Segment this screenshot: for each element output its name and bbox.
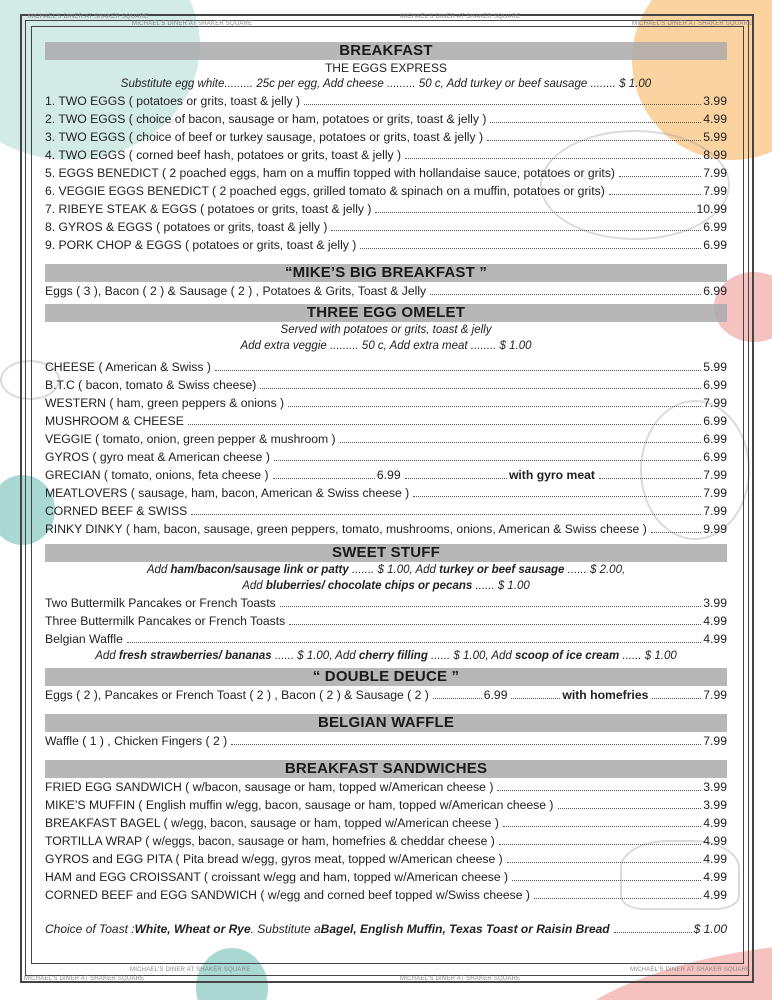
leader-dots [304, 104, 701, 105]
leader-dots [499, 844, 701, 845]
leader-dots [127, 642, 701, 643]
item-name: MEATLOVERS ( sausage, ham, bacon, American & Swiss cheese ) [45, 486, 410, 500]
leader-dots [651, 532, 702, 533]
leader-dots [614, 932, 692, 933]
section-note [45, 578, 727, 594]
menu-item [45, 832, 727, 850]
item-name: GRECIAN ( tomato, onions, feta cheese ) [45, 468, 269, 482]
item-name: CHEESE ( American & Swiss ) [45, 360, 211, 374]
item-price: 4.99 [703, 852, 727, 866]
menu-item [45, 282, 727, 300]
menu-item [45, 412, 727, 430]
item-name: MUSHROOM & CHEESE [45, 414, 184, 428]
menu-item [45, 182, 727, 200]
section-header-breakfast: BREAKFAST [45, 42, 727, 60]
item-option-label: with gyro meat [508, 468, 595, 482]
item-price: 4.99 [703, 614, 727, 628]
menu-item [45, 796, 727, 814]
leader-dots [558, 808, 702, 809]
item-name: VEGGIE ( tomato, onion, green pepper & mushroom ) [45, 432, 336, 446]
item-option-price: 7.99 [703, 468, 728, 482]
section-header-sweet-stuff: SWEET STUFF [45, 544, 727, 562]
menu-item [45, 358, 727, 376]
leader-dots [609, 194, 701, 195]
item-price: 4.99 [703, 870, 727, 884]
item-name: 9. PORK CHOP & EGGS ( potatoes or grits, toast & jelly ) [45, 238, 357, 252]
item-name: CORNED BEEF and EGG SANDWICH ( w/egg and corned beef topped w/Swiss cheese ) [45, 888, 530, 902]
frame-watermark: MICHAEL'S DINER AT SHAKER SQUARE [632, 21, 753, 27]
item-option-label: with homefries [562, 688, 649, 702]
leader-dots [274, 460, 701, 461]
leader-dots [413, 496, 701, 497]
menu-item [45, 594, 727, 612]
toast-substitutes: Bagel, English Muffin, Texas Toast or Raisin Bread [320, 922, 610, 936]
menu-item [45, 612, 727, 630]
menu-item [45, 850, 727, 868]
item-name: 5. EGGS BENEDICT ( 2 poached eggs, ham on a muffin topped with hollandaise sauce, potatoes or grits) [45, 166, 615, 180]
sweet-items [45, 594, 727, 648]
item-price: 5.99 [703, 360, 727, 374]
item-price: 7.99 [703, 734, 727, 748]
toast-substitute-text: . Substitute a [250, 922, 321, 936]
note-text: ...... $ 1.00, Add [271, 650, 359, 662]
menu-content [45, 42, 727, 938]
item-name: RINKY DINKY ( ham, bacon, sausage, green peppers, tomato, mushrooms, onions, American & Swiss cheese ) [45, 522, 647, 536]
frame-watermark: MICHAEL'S DINER AT SHAKER SQUARE [24, 976, 145, 982]
item-name: Belgian Waffle [45, 632, 123, 646]
note-text: ...... $ 1.00 [619, 650, 677, 662]
leader-dots [507, 862, 702, 863]
menu-item [45, 732, 727, 750]
leader-dots [289, 624, 701, 625]
leader-dots [534, 898, 701, 899]
toast-choice-note [45, 920, 727, 938]
item-name: B.T.C ( bacon, tomato & Swiss cheese) [45, 378, 257, 392]
item-name: HAM and EGG CROISSANT ( croissant w/egg and ham, topped w/American cheese ) [45, 870, 509, 884]
section-subtitle: THE EGGS EXPRESS [324, 61, 448, 75]
menu-item [45, 146, 727, 164]
menu-item [45, 218, 727, 236]
menu-item [45, 236, 727, 254]
note-emphasis: bluberries/ chocolate chips or pecans [265, 580, 473, 592]
leader-dots [331, 230, 701, 231]
leader-dots [511, 698, 560, 699]
item-name: 2. TWO EGGS ( choice of bacon, sausage or ham, potatoes or grits, toast & jelly ) [45, 112, 487, 126]
section-note [45, 562, 727, 578]
item-name: WESTERN ( ham, green peppers & onions ) [45, 396, 285, 410]
leader-dots [652, 698, 701, 699]
menu-item [45, 394, 727, 412]
leader-dots [599, 478, 701, 479]
item-price: 10.99 [696, 202, 727, 216]
item-price: 7.99 [703, 486, 727, 500]
item-name: 4. TWO EGGS ( corned beef hash, potatoes or grits, toast & jelly ) [45, 148, 402, 162]
item-price: 6.99 [703, 432, 727, 446]
menu-item [45, 502, 727, 520]
item-price: 6.99 [703, 284, 727, 298]
item-name: GYROS ( gyro meat & American cheese ) [45, 450, 270, 464]
leader-dots [191, 514, 701, 515]
frame-watermark: MICHAEL'S DINER AT SHAKER SQUARE [400, 976, 521, 982]
note-text: Add [95, 650, 119, 662]
leader-dots [188, 424, 701, 425]
breakfast-items [45, 92, 727, 254]
omelet-items [45, 358, 727, 538]
note-text: Add [146, 564, 171, 576]
leader-dots [433, 698, 482, 699]
section-header-omelet: THREE EGG OMELET [45, 304, 727, 322]
section-note: Substitute egg white......... 25c per egg, Add cheese ......... 50 c, Add turkey or beef sausage ........ $ 1.00 [120, 78, 652, 90]
sandwich-items [45, 778, 727, 904]
item-name: Waffle ( 1 ) , Chicken Fingers ( 2 ) [45, 734, 228, 748]
toast-label: Choice of Toast : [45, 922, 135, 936]
leader-dots [273, 478, 375, 479]
section-header-belgian-waffle: BELGIAN WAFFLE [45, 714, 727, 732]
frame-watermark: MICHAEL'S DINER AT SHAKER SQUARE [630, 967, 751, 973]
leader-dots [340, 442, 702, 443]
item-price: 6.99 [703, 414, 727, 428]
section-note: Served with potatoes or grits, toast & jelly [280, 324, 492, 336]
note-text: ...... $ 2.00, [564, 564, 626, 576]
menu-item [45, 200, 727, 218]
item-price: 3.99 [703, 596, 727, 610]
item-price: 7.99 [703, 166, 727, 180]
leader-dots [512, 880, 701, 881]
menu-item [45, 886, 727, 904]
leader-dots [503, 826, 701, 827]
leader-dots [405, 478, 507, 479]
leader-dots [231, 744, 701, 745]
menu-item [45, 868, 727, 886]
item-price: 9.99 [703, 522, 727, 536]
leader-dots [260, 388, 701, 389]
menu-item [45, 110, 727, 128]
note-emphasis: ham/bacon/sausage link or patty [170, 564, 349, 576]
item-price: 7.99 [703, 184, 727, 198]
item-price: 3.99 [703, 798, 727, 812]
note-emphasis: turkey or beef sausage [439, 564, 565, 576]
leader-dots [430, 294, 701, 295]
item-price: 6.99 [703, 238, 727, 252]
note-text: ....... $ 1.00, Add [348, 564, 440, 576]
frame-watermark: MICHAEL'S DINER AT SHAKER SQUARE [400, 14, 521, 20]
frame-watermark: MICHAEL'S DINER AT SHAKER SQUARE [28, 14, 149, 20]
item-name: 8. GYROS & EGGS ( potatoes or grits, toast & jelly ) [45, 220, 328, 234]
toast-options: White, Wheat or Rye [134, 922, 251, 936]
section-header-sandwiches: BREAKFAST SANDWICHES [45, 760, 727, 778]
item-price: 6.99 [703, 378, 727, 392]
leader-dots [360, 248, 701, 249]
leader-dots [405, 158, 701, 159]
item-name: Three Buttermilk Pancakes or French Toasts [45, 614, 286, 628]
menu-item [45, 778, 727, 796]
item-name: 6. VEGGIE EGGS BENEDICT ( 2 poached eggs, grilled tomato & spinach on a muffin, potatoes or grits) [45, 184, 605, 198]
item-name: GYROS and EGG PITA ( Pita bread w/egg, gyros meat, topped w/American cheese ) [45, 852, 503, 866]
item-price: 5.99 [703, 130, 727, 144]
item-price: 6.99 [376, 468, 401, 482]
menu-item [45, 686, 727, 704]
item-price: 4.99 [703, 834, 727, 848]
item-price: 3.99 [703, 780, 727, 794]
item-price: 4.99 [703, 632, 727, 646]
menu-item [45, 520, 727, 538]
item-price: 6.99 [703, 220, 727, 234]
item-name: 7. RIBEYE STEAK & EGGS ( potatoes or grits, toast & jelly ) [45, 202, 372, 216]
frame-watermark: MICHAEL'S DINER AT SHAKER SQUARE [132, 21, 253, 27]
item-price: 6.99 [703, 450, 727, 464]
item-name: Two Buttermilk Pancakes or French Toasts [45, 596, 276, 610]
section-header-double-deuce: “ DOUBLE DEUCE ” [45, 668, 727, 686]
leader-dots [490, 122, 701, 123]
frame-watermark: MICHAEL'S DINER AT SHAKER SQUARE [130, 967, 251, 973]
note-text: ...... $ 1.00, Add [427, 650, 516, 662]
item-name: CORNED BEEF & SWISS [45, 504, 188, 518]
note-text: Add [242, 580, 266, 592]
item-name: MIKE’S MUFFIN ( English muffin w/egg, bacon, sausage or ham, topped w/American cheese ) [45, 798, 554, 812]
menu-item [45, 376, 727, 394]
item-name: Eggs ( 3 ), Bacon ( 2 ) & Sausage ( 2 ) , Potatoes & Grits, Toast & Jelly [45, 284, 427, 298]
menu-item [45, 92, 727, 110]
item-name: 1. TWO EGGS ( potatoes or grits, toast & jelly ) [45, 94, 301, 108]
note-text: ...... $ 1.00 [472, 580, 530, 592]
menu-item [45, 448, 727, 466]
section-note [45, 648, 727, 664]
leader-dots [487, 140, 701, 141]
leader-dots [497, 790, 701, 791]
item-price: 8.99 [703, 148, 727, 162]
menu-item [45, 128, 727, 146]
item-name: TORTILLA WRAP ( w/eggs, bacon, sausage or ham, homefries & cheddar cheese ) [45, 834, 495, 848]
note-emphasis: scoop of ice cream [515, 650, 620, 662]
leader-dots [280, 606, 702, 607]
item-price: 7.99 [703, 504, 727, 518]
item-price: 7.99 [703, 396, 727, 410]
leader-dots [619, 176, 701, 177]
leader-dots [215, 370, 701, 371]
menu-item [45, 814, 727, 832]
item-name: 3. TWO EGGS ( choice of beef or turkey sausage, potatoes or grits, toast & jelly ) [45, 130, 484, 144]
note-emphasis: cherry filling [358, 650, 428, 662]
item-price: 6.99 [483, 688, 508, 702]
menu-item [45, 466, 727, 484]
item-price: 4.99 [703, 888, 727, 902]
leader-dots [288, 406, 701, 407]
item-price: 4.99 [703, 816, 727, 830]
item-name: BREAKFAST BAGEL ( w/egg, bacon, sausage or ham, topped w/American cheese ) [45, 816, 499, 830]
menu-item [45, 430, 727, 448]
item-name: FRIED EGG SANDWICH ( w/bacon, sausage or ham, topped w/American cheese ) [45, 780, 494, 794]
leader-dots [375, 212, 694, 213]
note-emphasis: fresh strawberries/ bananas [118, 650, 272, 662]
section-header-big-breakfast: “MIKE’S BIG BREAKFAST ” [45, 264, 727, 282]
menu-item [45, 484, 727, 502]
item-option-price: 7.99 [703, 688, 728, 702]
item-price: 4.99 [703, 112, 727, 126]
toast-substitute-price: $ 1.00 [693, 922, 727, 936]
item-price: 3.99 [703, 94, 727, 108]
item-name: Eggs ( 2 ), Pancakes or French Toast ( 2 ) , Bacon ( 2 ) & Sausage ( 2 ) [45, 688, 429, 702]
menu-item [45, 164, 727, 182]
section-note: Add extra veggie ......... 50 c, Add extra meat ........ $ 1.00 [240, 340, 532, 352]
menu-item [45, 630, 727, 648]
